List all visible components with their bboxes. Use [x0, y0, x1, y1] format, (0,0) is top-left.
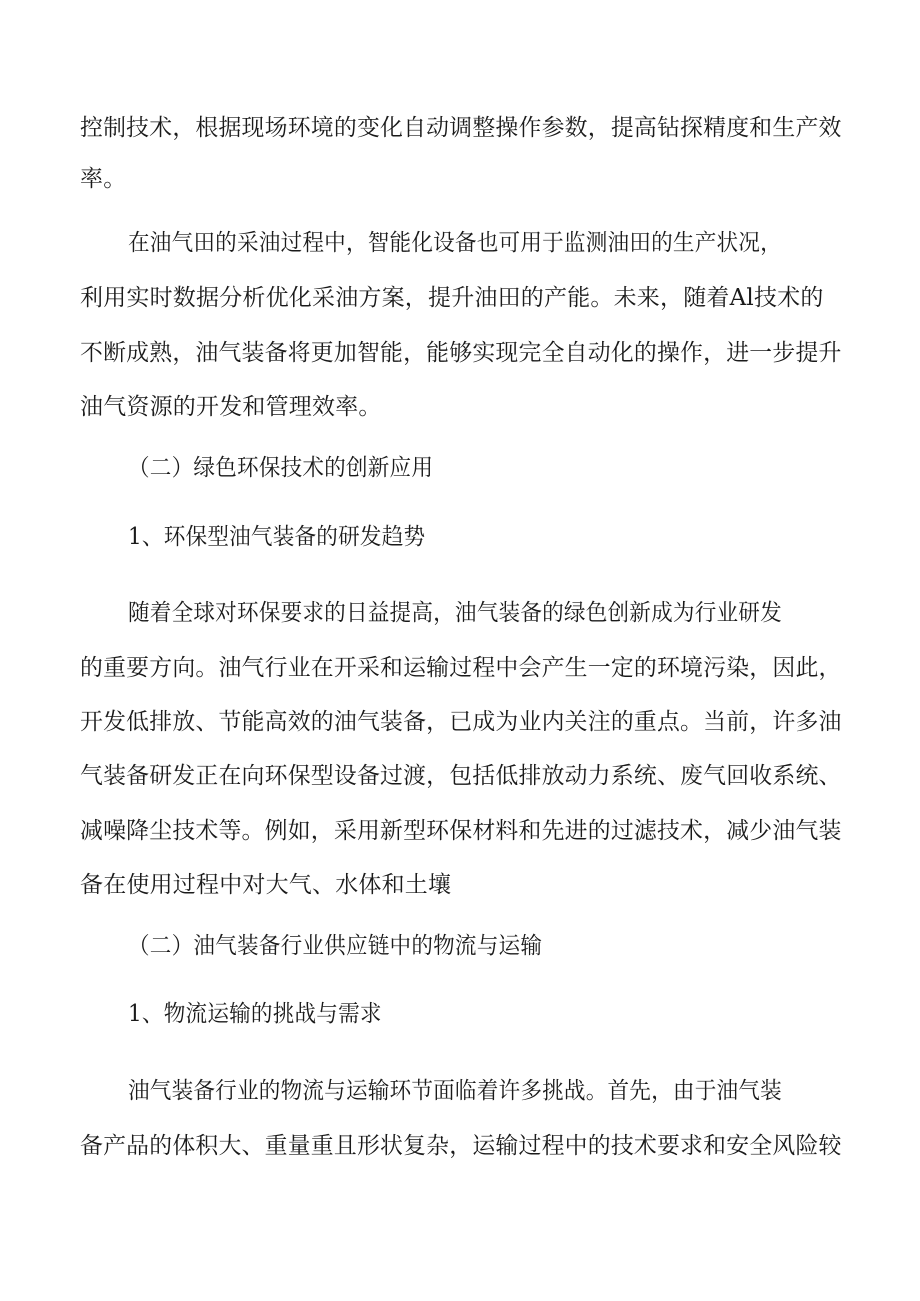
paragraph-3-line-5: 减噪降尘技术等。例如，采用新型环保材料和先进的过滤技术，减少油气装 [80, 818, 842, 844]
subheading-logistics-challenges: 1、物流运输的挑战与需求 [128, 1001, 382, 1027]
paragraph-1-line-1: 控制技术，根据现场环境的变化自动调整操作参数，提高钻探精度和生产效 [80, 115, 842, 141]
paragraph-2-line-3: 不断成熟，油气装备将更加智能，能够实现完全自动化的操作，进一步提升 [80, 340, 842, 366]
paragraph-2-line-4: 油气资源的开发和管理效率。 [80, 394, 382, 420]
section-heading-logistics: （二）油气装备行业供应链中的物流与运输 [128, 933, 543, 959]
paragraph-3-line-2: 的重要方向。油气行业在开采和运输过程中会产生一定的环境污染，因此， [80, 655, 842, 681]
paragraph-3-line-4: 气装备研发正在向环保型设备过渡，包括低排放动力系统、废气回收系统、 [80, 763, 842, 789]
paragraph-2-line-1: 在油气田的采油过程中，智能化设备也可用于监测油田的生产状况， [128, 230, 782, 256]
paragraph-1-line-2: 率。 [80, 166, 127, 192]
subheading-eco-equipment: 1、环保型油气装备的研发趋势 [128, 524, 426, 550]
section-heading-green-tech: （二）绿色环保技术的创新应用 [128, 455, 434, 481]
paragraph-2-line-2: 利用实时数据分析优化采油方案，提升油田的产能。未来，随着Al技术的 [80, 285, 824, 311]
paragraph-4-line-1: 油气装备行业的物流与运输环节面临着许多挑战。首先，由于油气装 [128, 1078, 782, 1104]
paragraph-3-line-6: 备在使用过程中对大气、水体和土壤 [80, 872, 452, 898]
paragraph-3-line-3: 开发低排放、节能高效的油气装备，已成为业内关注的重点。当前，许多油 [80, 709, 842, 735]
paragraph-3-line-1: 随着全球对环保要求的日益提高，油气装备的绿色创新成为行业研发 [128, 600, 782, 626]
paragraph-4-line-2: 备产品的体积大、重量重且形状复杂，运输过程中的技术要求和安全风险较 [80, 1133, 842, 1159]
